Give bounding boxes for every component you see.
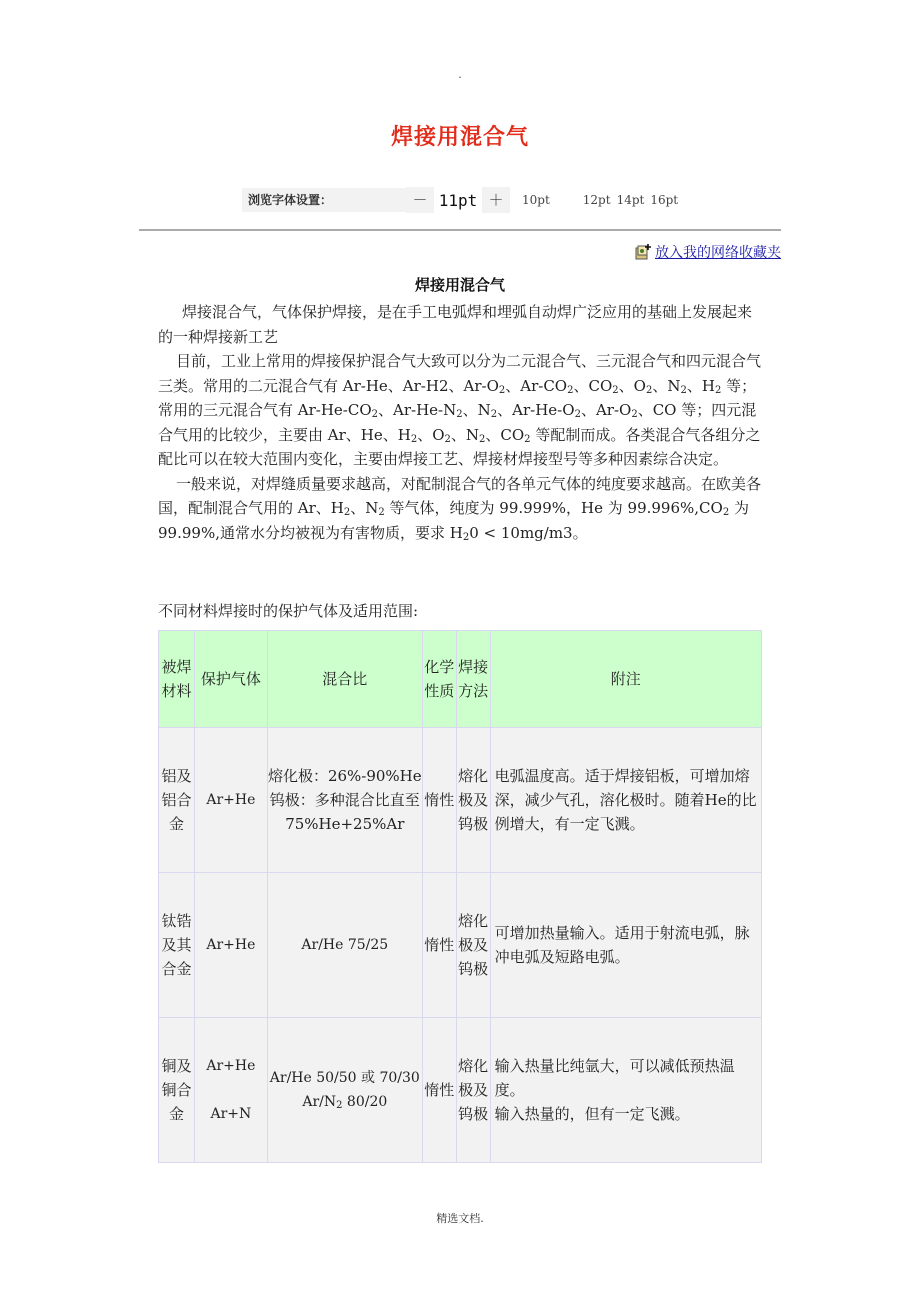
increase-font-button[interactable]: ＋ <box>482 187 510 213</box>
cell-gas: Ar+He <box>194 728 267 873</box>
article-body <box>158 300 766 545</box>
cell-ratio <box>267 1018 422 1163</box>
cell-ratio-line: $Ar/N_2$ 80/20 <box>302 1094 388 1111</box>
cell-material: 铝及铝合金 <box>159 728 195 873</box>
header-method: 焊接方法 <box>456 631 490 728</box>
header-material: 被焊材料 <box>159 631 195 728</box>
font-size-option-10[interactable]: 10pt <box>522 193 550 207</box>
cell-method: 熔化极及钨极 <box>456 1018 490 1163</box>
cell-gas-line: Ar+He <box>206 1058 256 1074</box>
cell-note: 电弧温度高。适于焊接铝板，可增加熔深，减少气孔，溶化极时。随着He的比例增大，有一定飞溅。 <box>490 728 761 873</box>
cell-property: 惰性 <box>422 728 456 873</box>
cell-note-line: 输入热量比纯氩大，可以减低预热温度。 <box>494 1057 735 1099</box>
table-row <box>159 728 762 873</box>
cell-method: 熔化极及钨极 <box>456 873 490 1018</box>
table-caption: 不同材料焊接时的保护气体及适用范围: <box>158 602 419 620</box>
gas-table <box>158 630 762 1163</box>
cell-ratio: 熔化极：26%-90%He 钨极：多种混合比直至75%He+25%Ar <box>267 728 422 873</box>
current-font-size: 11pt <box>438 190 478 210</box>
font-size-option-16[interactable]: 16pt <box>650 193 679 207</box>
table-row <box>159 1018 762 1163</box>
paragraph-3: 一般来说，对焊缝质量要求越高，对配制混合气的各单元气体的纯度要求越高。在欧美各国，配制混合气用的 Ar、$H_2$、$N_2$ 等气体，纯度为 99.999%，He 为 $99.996\%,CO_2$ 为 99.99%,通常水分均被视为有害物质，要求 $H_20 < 10mg/m3$。 <box>158 474 762 543</box>
favorite-link-label[interactable]: 放入我的网络收藏夹 <box>655 245 781 261</box>
table-header-row <box>159 631 762 728</box>
table-row <box>159 873 762 1018</box>
cell-ratio: Ar/He 75/25 <box>267 873 422 1018</box>
font-setting-label: 浏览字体设置： <box>242 188 406 212</box>
header-note: 附注 <box>490 631 761 728</box>
font-size-toolbar <box>242 186 678 214</box>
decrease-font-button[interactable]: － <box>406 187 434 213</box>
font-size-option-12[interactable]: 12pt <box>582 193 611 207</box>
cell-gas-line: Ar+N <box>210 1106 252 1122</box>
favorite-add-icon <box>635 243 653 261</box>
cell-gas <box>194 1018 267 1163</box>
divider <box>139 229 781 231</box>
cell-note-line: 输入热量的，但有一定飞溅。 <box>494 1105 690 1123</box>
header-property: 化学性质 <box>422 631 456 728</box>
header-dot: . <box>458 68 462 81</box>
cell-property: 惰性 <box>422 873 456 1018</box>
cell-ratio-line: Ar/He 50/50 或 70/30 <box>269 1070 420 1086</box>
cell-method: 熔化极及钨极 <box>456 728 490 873</box>
cell-note <box>490 1018 761 1163</box>
cell-material: 钛锆及其合金 <box>159 873 195 1018</box>
cell-note: 可增加热量输入。适用于射流电弧，脉冲电弧及短路电弧。 <box>490 873 761 1018</box>
font-size-option-14[interactable]: 14pt <box>616 193 645 207</box>
section-title: 焊接用混合气 <box>414 276 505 294</box>
cell-material: 铜及铜合金 <box>159 1018 195 1163</box>
paragraph-2: 目前，工业上常用的焊接保护混合气大致可以分为二元混合气、三元混合气和四元混合气三类。常用的二元混合气有 Ar-He、Ar-H2、$Ar-O_2$、$Ar-CO_2$、$CO_2$、$O_2$、$N_2$、$H_2$ 等；常用的三元混合气有 $Ar-He-CO_2$、$Ar-He-N_2$、$N_2$、$Ar-He-O_2$、$Ar-O_2$、CO 等；四元混合气用的比较少，主要由 Ar、He、$H_2$、$O_2$、$N_2$、$CO_2$ 等配制而成。各类混合气各组分之配比可以在较大范围内变化，主要由焊接工艺、焊接材焊接型号等多种因素综合决定。 <box>158 352 762 468</box>
footer-text: 精选文档. <box>436 1212 484 1225</box>
cell-property: 惰性 <box>422 1018 456 1163</box>
header-ratio: 混合比 <box>267 631 422 728</box>
header-gas: 保护气体 <box>194 631 267 728</box>
paragraph-1: 焊接混合气，气体保护焊接，是在手工电弧焊和埋弧自动焊广泛应用的基础上发展起来的一种焊接新工艺 <box>158 303 753 346</box>
page-title: 焊接用混合气 <box>390 125 529 150</box>
cell-gas: Ar+He <box>194 873 267 1018</box>
favorite-link[interactable] <box>635 242 781 262</box>
